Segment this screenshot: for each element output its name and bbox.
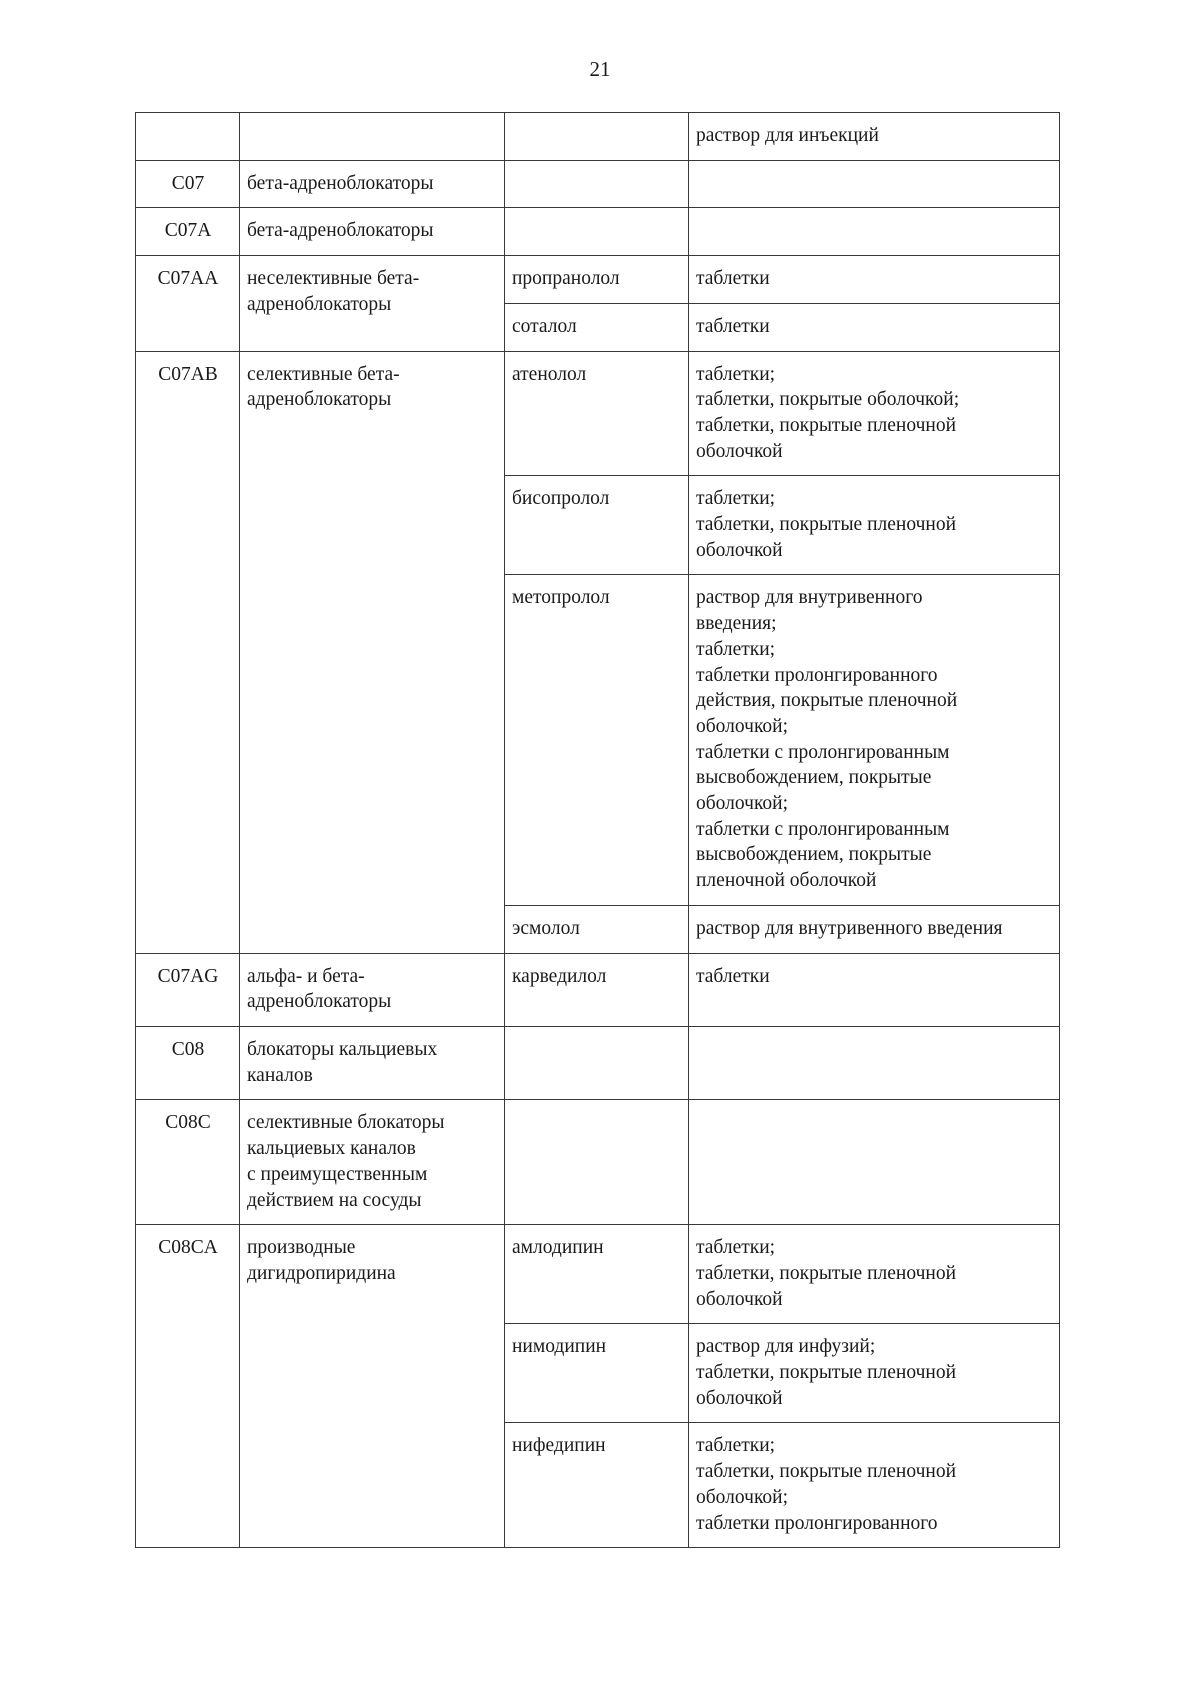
drug-cell: бисопролол xyxy=(505,476,689,575)
table-row xyxy=(136,1225,1060,1324)
dosage-form-cell: таблетки; таблетки, покрытые пленочной оболочкой; таблетки пролонгированного xyxy=(689,1423,1060,1548)
atc-code-cell: C07 xyxy=(136,160,240,208)
drug-cell: соталол xyxy=(505,303,689,351)
dosage-form-cell: таблетки xyxy=(689,303,1060,351)
table-row xyxy=(136,1100,1060,1225)
drug-cell: нимодипин xyxy=(505,1324,689,1423)
atc-code-cell: C08CA xyxy=(136,1225,240,1548)
atc-code-cell: C07AG xyxy=(136,953,240,1026)
table-row xyxy=(136,160,1060,208)
dosage-form-cell: раствор для внутривенного введения; таблетки; таблетки пролонгированного действия, покрытые пленочной оболочкой; таблетки с пролонгированным высвобождением, покрытые оболочкой; таблетки с пролонгированным высвобождением, покрытые пленочной оболочкой xyxy=(689,575,1060,905)
dosage-form-cell xyxy=(689,1026,1060,1099)
atc-code-cell: C07AB xyxy=(136,351,240,953)
group-cell: бета-адреноблокаторы xyxy=(240,160,505,208)
dosage-form-cell: раствор для внутривенного введения xyxy=(689,905,1060,953)
dosage-form-cell xyxy=(689,208,1060,256)
group-cell xyxy=(240,113,505,161)
dosage-form-cell: таблетки; таблетки, покрытые пленочной оболочкой xyxy=(689,1225,1060,1324)
dosage-form-cell: раствор для инъекций xyxy=(689,113,1060,161)
table-row xyxy=(136,1026,1060,1099)
dosage-form-cell: раствор для инфузий; таблетки, покрытые пленочной оболочкой xyxy=(689,1324,1060,1423)
table-row xyxy=(136,208,1060,256)
drug-cell xyxy=(505,160,689,208)
group-cell: производные дигидропиридина xyxy=(240,1225,505,1548)
atc-code-cell: C07A xyxy=(136,208,240,256)
group-cell: селективные блокаторы кальциевых каналов с преимущественным действием на сосуды xyxy=(240,1100,505,1225)
drug-cell xyxy=(505,208,689,256)
drug-cell: метопролол xyxy=(505,575,689,905)
page-number: 21 xyxy=(589,57,611,81)
table-row xyxy=(136,256,1060,304)
atc-code-cell: C08 xyxy=(136,1026,240,1099)
table-row xyxy=(136,351,1060,476)
dosage-form-cell: таблетки xyxy=(689,256,1060,304)
dosage-form-cell xyxy=(689,160,1060,208)
atc-code-cell xyxy=(136,113,240,161)
dosage-form-cell: таблетки xyxy=(689,953,1060,1026)
drug-classification-table xyxy=(135,112,1060,1548)
dosage-form-cell: таблетки; таблетки, покрытые пленочной оболочкой xyxy=(689,476,1060,575)
dosage-form-cell: таблетки; таблетки, покрытые оболочкой; таблетки, покрытые пленочной оболочкой xyxy=(689,351,1060,476)
drug-cell: эсмолол xyxy=(505,905,689,953)
atc-code-cell: C08C xyxy=(136,1100,240,1225)
drug-cell: пропранолол xyxy=(505,256,689,304)
group-cell: альфа- и бета- адреноблокаторы xyxy=(240,953,505,1026)
dosage-form-cell xyxy=(689,1100,1060,1225)
drug-cell xyxy=(505,1026,689,1099)
table-row xyxy=(136,953,1060,1026)
group-cell: бета-адреноблокаторы xyxy=(240,208,505,256)
drug-cell: атенолол xyxy=(505,351,689,476)
drug-cell xyxy=(505,1100,689,1225)
group-cell: неселективные бета- адреноблокаторы xyxy=(240,256,505,351)
table-row xyxy=(136,113,1060,161)
group-cell: селективные бета- адреноблокаторы xyxy=(240,351,505,953)
group-cell: блокаторы кальциевых каналов xyxy=(240,1026,505,1099)
atc-code-cell: C07AA xyxy=(136,256,240,351)
drug-cell: нифедипин xyxy=(505,1423,689,1548)
drug-cell: амлодипин xyxy=(505,1225,689,1324)
drug-cell xyxy=(505,113,689,161)
drug-cell: карведилол xyxy=(505,953,689,1026)
